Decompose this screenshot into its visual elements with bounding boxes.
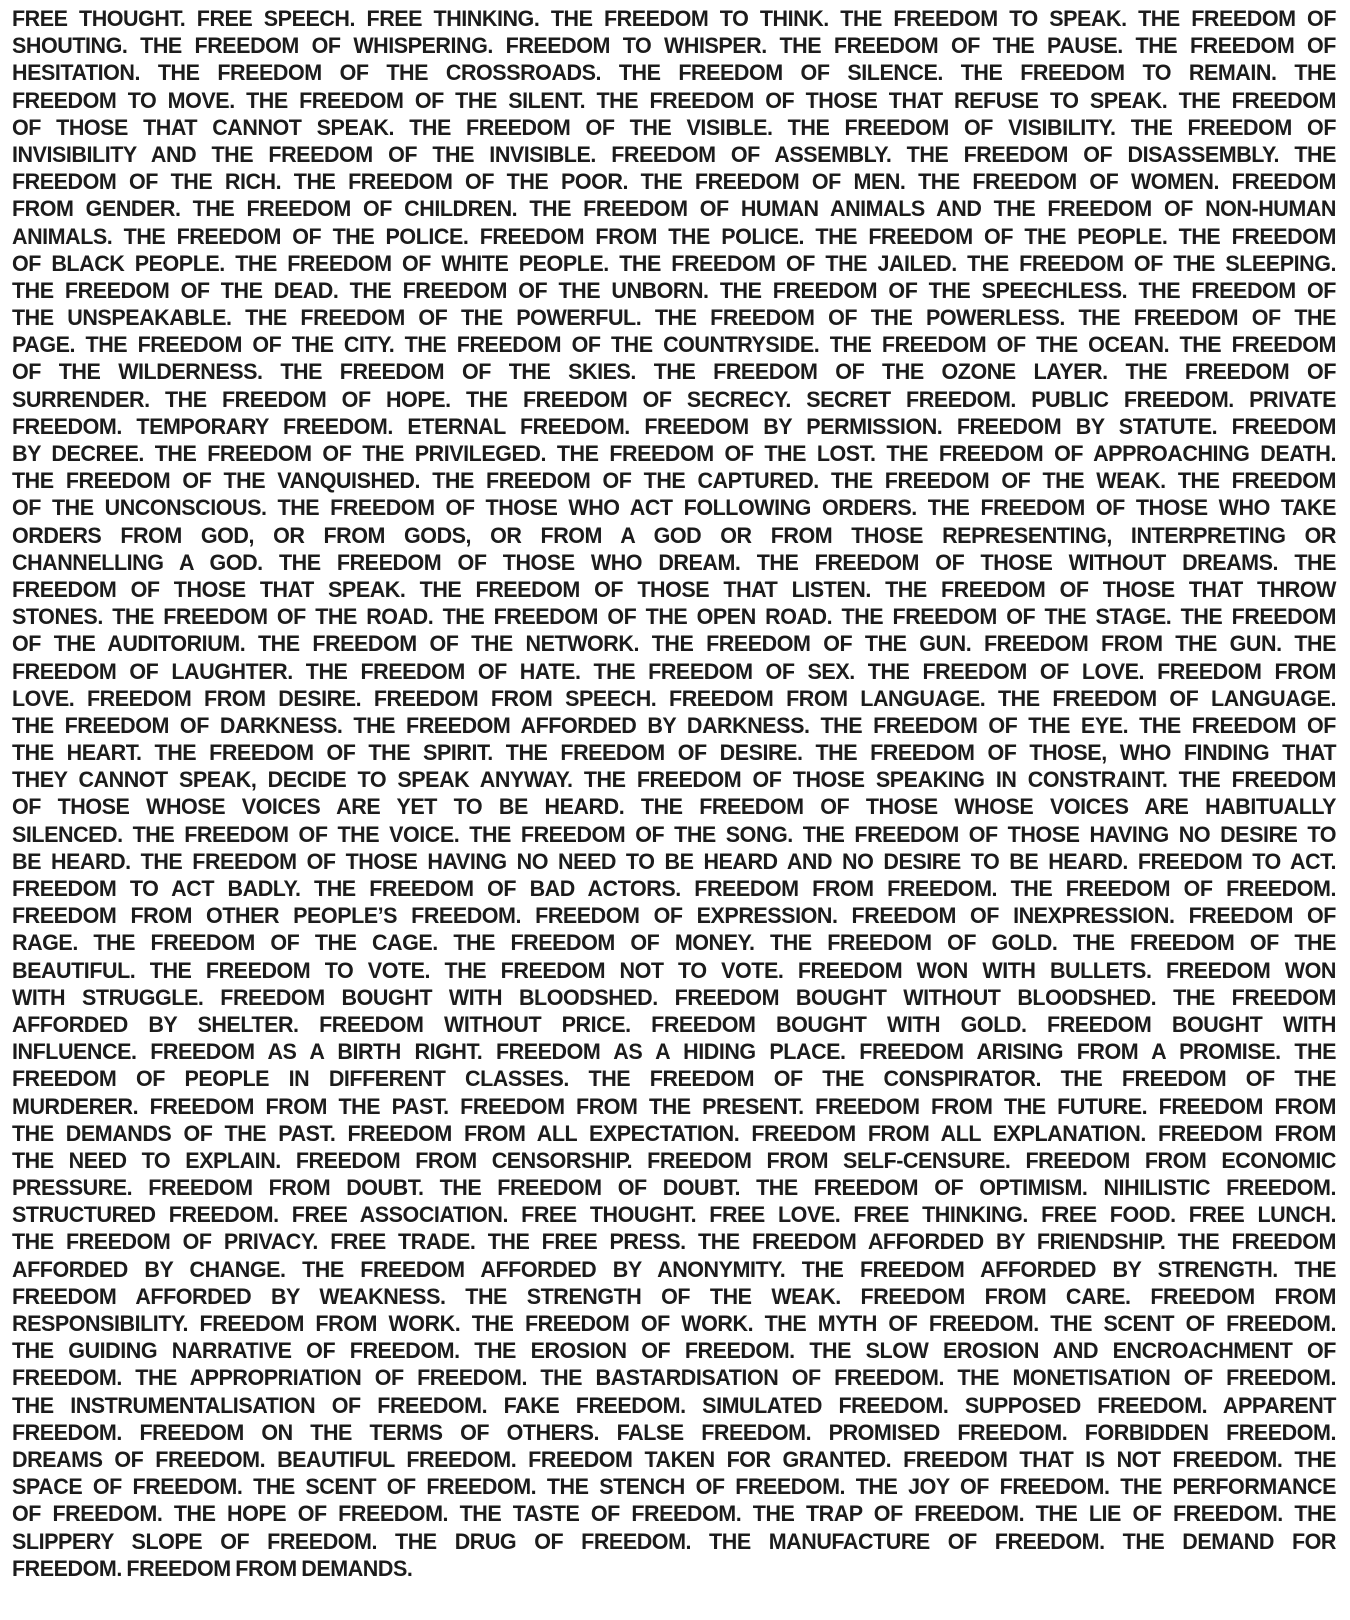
text-line: THE FREEDOM OF THE DEAD. THE FREEDOM OF THE UNBORN. THE FREEDOM OF THE SPEECHLESS. THE FREEDOM OF	[12, 278, 1336, 304]
text-line: PRESSURE. FREEDOM FROM DOUBT. THE FREEDOM OF DOUBT. THE FREEDOM OF OPTIMISM. NIHILISTIC FREEDOM.	[12, 1175, 1336, 1201]
text-line: SPACE OF FREEDOM. THE SCENT OF FREEDOM. THE STENCH OF FREEDOM. THE JOY OF FREEDOM. THE PERFORMANCE	[12, 1474, 1336, 1500]
text-line: OF FREEDOM. THE HOPE OF FREEDOM. THE TASTE OF FREEDOM. THE TRAP OF FREEDOM. THE LIE OF FREEDOM. THE	[12, 1502, 1336, 1527]
text-line: THE GUIDING NARRATIVE OF FREEDOM. THE EROSION OF FREEDOM. THE SLOW EROSION AND ENCROACHMENT OF	[12, 1338, 1336, 1364]
text-line: SLIPPERY SLOPE OF FREEDOM. THE DRUG OF FREEDOM. THE MANUFACTURE OF FREEDOM. THE DEMAND FOR	[12, 1529, 1336, 1554]
text-line: AFFORDED BY CHANGE. THE FREEDOM AFFORDED BY ANONYMITY. THE FREEDOM AFFORDED BY STRENGTH. THE	[12, 1257, 1336, 1282]
text-line: THE NEED TO EXPLAIN. FREEDOM FROM CENSORSHIP. FREEDOM FROM SELF-CENSURE. FREEDOM FROM ECONOMIC	[12, 1148, 1336, 1174]
text-line: THE UNSPEAKABLE. THE FREEDOM OF THE POWERFUL. THE FREEDOM OF THE POWERLESS. THE FREEDOM OF THE	[12, 305, 1336, 331]
text-line: OF THE AUDITORIUM. THE FREEDOM OF THE NETWORK. THE FREEDOM OF THE GUN. FREEDOM FROM THE GUN. THE	[12, 632, 1336, 657]
text-line: FREEDOM. FREEDOM ON THE TERMS OF OTHERS. FALSE FREEDOM. PROMISED FREEDOM. FORBIDDEN FREEDOM.	[12, 1420, 1336, 1445]
text-line: RAGE. THE FREEDOM OF THE CAGE. THE FREEDOM OF MONEY. THE FREEDOM OF GOLD. THE FREEDOM OF THE	[12, 931, 1336, 956]
text-line: OF THOSE THAT CANNOT SPEAK. THE FREEDOM OF THE VISIBLE. THE FREEDOM OF VISIBILITY. THE FREEDOM OF	[12, 115, 1336, 140]
text-line: FREEDOM. THE APPROPRIATION OF FREEDOM. THE BASTARDISATION OF FREEDOM. THE MONETISATION OF FREEDOM.	[12, 1366, 1336, 1391]
text-line: RESPONSIBILITY. FREEDOM FROM WORK. THE FREEDOM OF WORK. THE MYTH OF FREEDOM. THE SCENT OF FREEDOM.	[12, 1311, 1336, 1337]
text-line: THE FREEDOM OF THE VANQUISHED. THE FREEDOM OF THE CAPTURED. THE FREEDOM OF THE WEAK. THE FREEDOM	[12, 468, 1336, 494]
text-line: FREEDOM OF PEOPLE IN DIFFERENT CLASSES. THE FREEDOM OF THE CONSPIRATOR. THE FREEDOM OF THE	[12, 1067, 1336, 1092]
text-line: STRUCTURED FREEDOM. FREE ASSOCIATION. FREE THOUGHT. FREE LOVE. FREE THINKING. FREE FOOD. FREE LUNCH.	[12, 1202, 1336, 1228]
text-line: SILENCED. THE FREEDOM OF THE VOICE. THE FREEDOM OF THE SONG. THE FREEDOM OF THOSE HAVING NO DESIRE TO	[12, 822, 1336, 847]
text-line: INVISIBILITY AND THE FREEDOM OF THE INVISIBLE. FREEDOM OF ASSEMBLY. THE FREEDOM OF DISASSEMBLY. THE	[12, 142, 1336, 168]
text-line: FREEDOM TO MOVE. THE FREEDOM OF THE SILENT. THE FREEDOM OF THOSE THAT REFUSE TO SPEAK. THE FREEDOM	[12, 88, 1336, 113]
text-line: FREEDOM OF LAUGHTER. THE FREEDOM OF HATE. THE FREEDOM OF SEX. THE FREEDOM OF LOVE. FREEDOM FROM	[12, 659, 1336, 684]
text-line: HESITATION. THE FREEDOM OF THE CROSSROADS. THE FREEDOM OF SILENCE. THE FREEDOM TO REMAIN. THE	[12, 61, 1336, 86]
text-line: AFFORDED BY SHELTER. FREEDOM WITHOUT PRICE. FREEDOM BOUGHT WITH GOLD. FREEDOM BOUGHT WITH	[12, 1012, 1336, 1038]
text-line: THE FREEDOM OF DARKNESS. THE FREEDOM AFFORDED BY DARKNESS. THE FREEDOM OF THE EYE. THE FREEDOM OF	[12, 713, 1336, 739]
text-line: THE FREEDOM OF PRIVACY. FREE TRADE. THE FREE PRESS. THE FREEDOM AFFORDED BY FRIENDSHIP. THE FREEDOM	[12, 1230, 1336, 1255]
text-line: OF THOSE WHOSE VOICES ARE YET TO BE HEARD. THE FREEDOM OF THOSE WHOSE VOICES ARE HABITUALLY	[12, 795, 1336, 820]
text-line: FREEDOM OF THE RICH. THE FREEDOM OF THE POOR. THE FREEDOM OF MEN. THE FREEDOM OF WOMEN. FREEDOM	[12, 169, 1336, 195]
text-line: BE HEARD. THE FREEDOM OF THOSE HAVING NO NEED TO BE HEARD AND NO DESIRE TO BE HEARD. FREEDOM TO ACT.	[12, 849, 1336, 875]
text-line: OF BLACK PEOPLE. THE FREEDOM OF WHITE PEOPLE. THE FREEDOM OF THE JAILED. THE FREEDOM OF THE SLEEPING.	[12, 251, 1336, 276]
text-line: FREEDOM TO ACT BADLY. THE FREEDOM OF BAD ACTORS. FREEDOM FROM FREEDOM. THE FREEDOM OF FREEDOM.	[12, 876, 1336, 902]
text-line: FREEDOM FROM OTHER PEOPLE’S FREEDOM. FREEDOM OF EXPRESSION. FREEDOM OF INEXPRESSION. FREEDOM OF	[12, 903, 1336, 929]
text-line: ANIMALS. THE FREEDOM OF THE POLICE. FREEDOM FROM THE POLICE. THE FREEDOM OF THE PEOPLE. THE FREEDOM	[12, 224, 1336, 249]
text-line: STONES. THE FREEDOM OF THE ROAD. THE FREEDOM OF THE OPEN ROAD. THE FREEDOM OF THE STAGE. THE FREEDOM	[12, 604, 1336, 630]
text-line: FREEDOM OF THOSE THAT SPEAK. THE FREEDOM OF THOSE THAT LISTEN. THE FREEDOM OF THOSE THAT THROW	[12, 577, 1336, 603]
text-line: FREEDOM. TEMPORARY FREEDOM. ETERNAL FREEDOM. FREEDOM BY PERMISSION. FREEDOM BY STATUTE. FREEDOM	[12, 414, 1336, 440]
text-line: BEAUTIFUL. THE FREEDOM TO VOTE. THE FREEDOM NOT TO VOTE. FREEDOM WON WITH BULLETS. FREEDOM WON	[12, 958, 1336, 983]
text-line: ORDERS FROM GOD, OR FROM GODS, OR FROM A GOD OR FROM THOSE REPRESENTING, INTERPRETING OR	[12, 523, 1336, 548]
text-line: FREE THOUGHT. FREE SPEECH. FREE THINKING. THE FREEDOM TO THINK. THE FREEDOM TO SPEAK. THE FREEDOM OF	[12, 6, 1336, 32]
text-line: SURRENDER. THE FREEDOM OF HOPE. THE FREEDOM OF SECRECY. SECRET FREEDOM. PUBLIC FREEDOM. PRIVATE	[12, 387, 1336, 412]
text-line: FROM GENDER. THE FREEDOM OF CHILDREN. THE FREEDOM OF HUMAN ANIMALS AND THE FREEDOM OF NON-HUMAN	[12, 197, 1336, 222]
text-line: FREEDOM. FREEDOM FROM DEMANDS.	[12, 1556, 413, 1581]
text-line: BY DECREE. THE FREEDOM OF THE PRIVILEGED. THE FREEDOM OF THE LOST. THE FREEDOM OF APPROACHING DEATH.	[12, 441, 1336, 467]
text-line: THEY CANNOT SPEAK, DECIDE TO SPEAK ANYWAY. THE FREEDOM OF THOSE SPEAKING IN CONSTRAINT. THE FREEDOM	[12, 767, 1336, 793]
text-line: SHOUTING. THE FREEDOM OF WHISPERING. FREEDOM TO WHISPER. THE FREEDOM OF THE PAUSE. THE FREEDOM OF	[12, 33, 1336, 59]
text-line: THE DEMANDS OF THE PAST. FREEDOM FROM ALL EXPECTATION. FREEDOM FROM ALL EXPLANATION. FREEDOM FROM	[12, 1121, 1336, 1146]
text-line: WITH STRUGGLE. FREEDOM BOUGHT WITH BLOODSHED. FREEDOM BOUGHT WITHOUT BLOODSHED. THE FREEDOM	[12, 985, 1336, 1010]
text-line: FREEDOM AFFORDED BY WEAKNESS. THE STRENGTH OF THE WEAK. FREEDOM FROM CARE. FREEDOM FROM	[12, 1284, 1336, 1310]
text-line: OF THE UNCONSCIOUS. THE FREEDOM OF THOSE WHO ACT FOLLOWING ORDERS. THE FREEDOM OF THOSE WHO TAKE	[12, 496, 1336, 521]
text-block	[12, 6, 1336, 1583]
text-line: LOVE. FREEDOM FROM DESIRE. FREEDOM FROM SPEECH. FREEDOM FROM LANGUAGE. THE FREEDOM OF LANGUAGE.	[12, 686, 1336, 711]
text-line: CHANNELLING A GOD. THE FREEDOM OF THOSE WHO DREAM. THE FREEDOM OF THOSE WITHOUT DREAMS. THE	[12, 550, 1336, 575]
text-line: INFLUENCE. FREEDOM AS A BIRTH RIGHT. FREEDOM AS A HIDING PLACE. FREEDOM ARISING FROM A PROMISE. THE	[12, 1039, 1336, 1065]
text-line: PAGE. THE FREEDOM OF THE CITY. THE FREEDOM OF THE COUNTRYSIDE. THE FREEDOM OF THE OCEAN. THE FREEDOM	[12, 332, 1336, 358]
text-line: MURDERER. FREEDOM FROM THE PAST. FREEDOM FROM THE PRESENT. FREEDOM FROM THE FUTURE. FREEDOM FROM	[12, 1094, 1336, 1119]
text-line: OF THE WILDERNESS. THE FREEDOM OF THE SKIES. THE FREEDOM OF THE OZONE LAYER. THE FREEDOM OF	[12, 360, 1336, 385]
text-line: THE INSTRUMENTALISATION OF FREEDOM. FAKE FREEDOM. SIMULATED FREEDOM. SUPPOSED FREEDOM. APPARENT	[12, 1393, 1336, 1418]
text-line: DREAMS OF FREEDOM. BEAUTIFUL FREEDOM. FREEDOM TAKEN FOR GRANTED. FREEDOM THAT IS NOT FREEDOM. THE	[12, 1447, 1336, 1473]
text-line: THE HEART. THE FREEDOM OF THE SPIRIT. THE FREEDOM OF DESIRE. THE FREEDOM OF THOSE, WHO FINDING THAT	[12, 740, 1336, 766]
